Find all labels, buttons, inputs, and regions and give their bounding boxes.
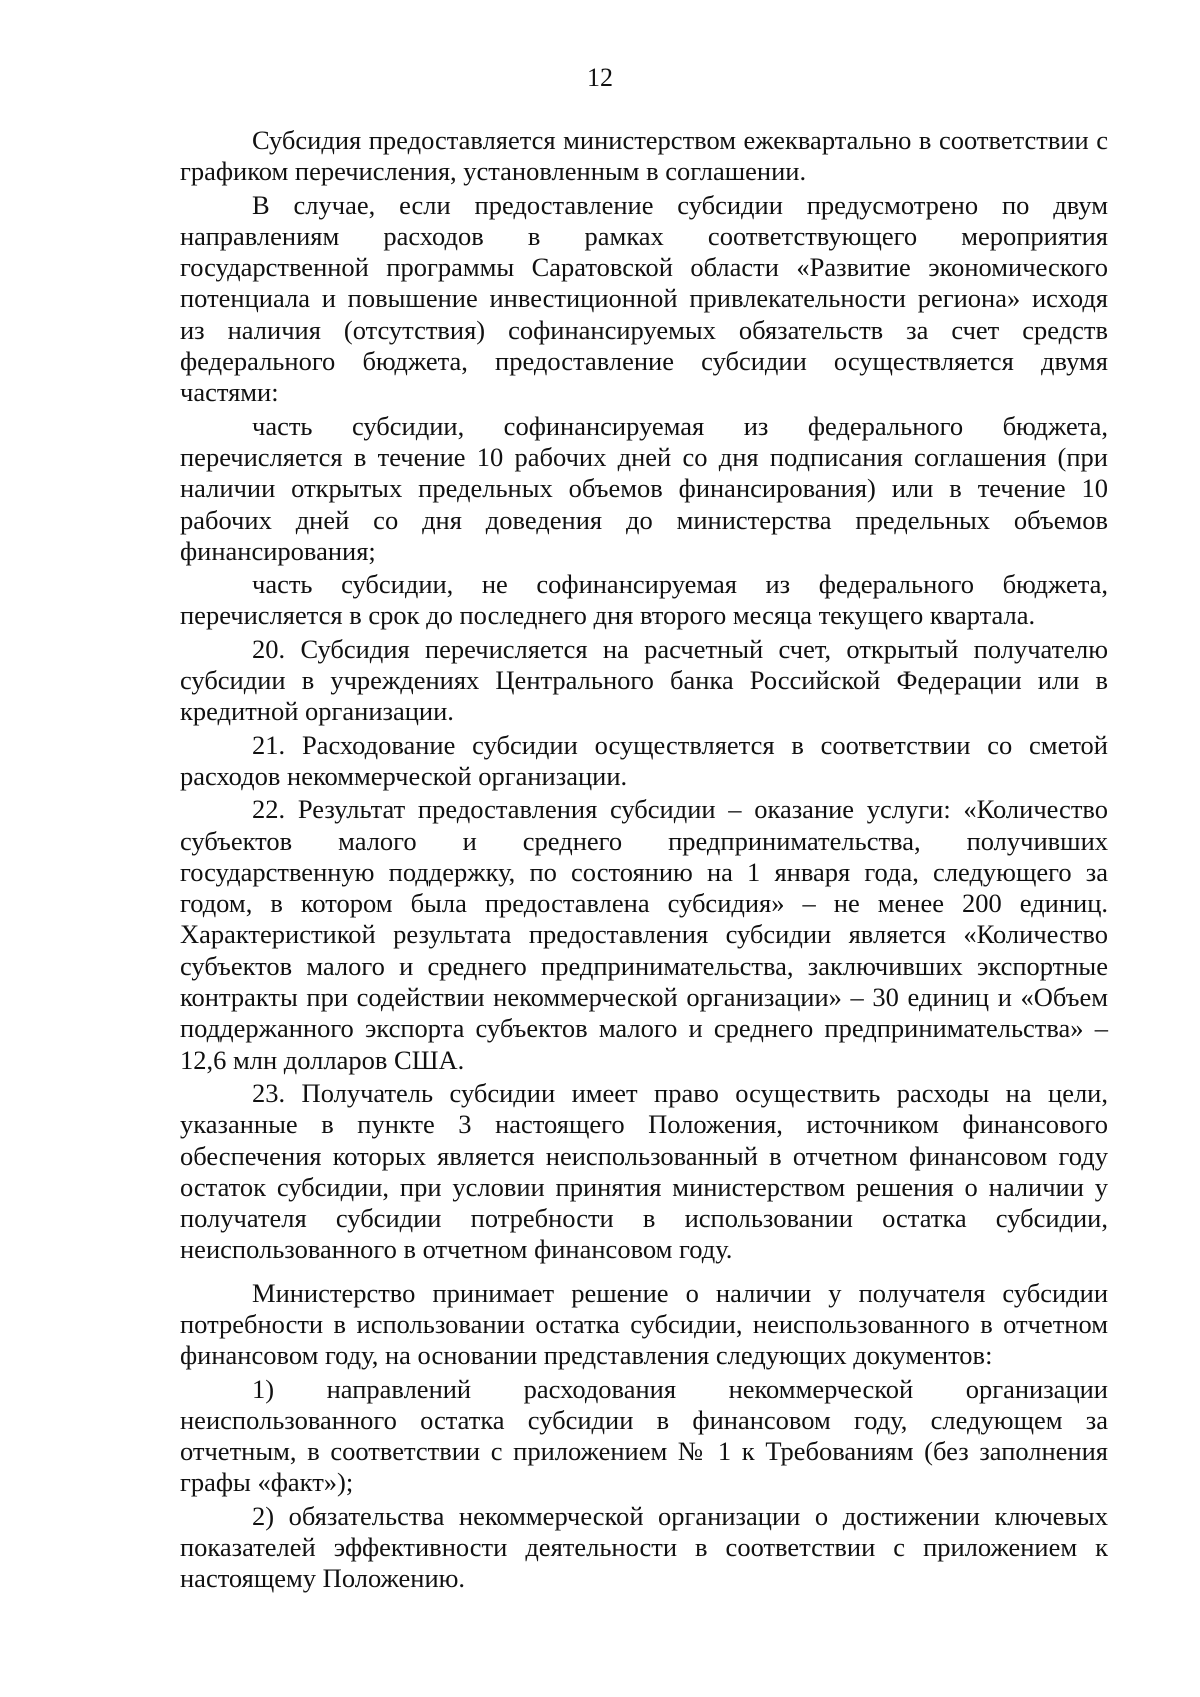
document-body [180, 125, 1108, 1597]
paragraph-two-directions: В случае, если предоставление субсидии предусмотрено по двум направлениям расходов в рамках соответствующего мероприятия государственной программы Саратовской области «Развитие экономического потенциала и повышение инвестиционной привлекательности региона» исходя из наличия (отсутствия) софинансируемых обязательств за счет средств федерального бюджета, предоставление субсидии осуществляется двумя частями: [180, 189, 1108, 408]
paragraph-item-20: 20. Субсидия перечисляется на расчетный счет, открытый получателю субсидии в учреждениях Центрального банка Российской Федерации или в кредитной организации. [180, 633, 1108, 727]
paragraph-ministry-decision: Министерство принимает решение о наличии у получателя субсидии потребности в использовании остатка субсидии, неиспользованного в отчетном финансовом году, на основании представления следующих документов: [180, 1277, 1108, 1371]
paragraph-non-cofinanced-part: часть субсидии, не софинансируемая из федерального бюджета, перечисляется в срок до последнего дня второго месяца текущего квартала. [180, 569, 1108, 631]
paragraph-cofinanced-part: часть субсидии, софинансируемая из федерального бюджета, перечисляется в течение 10 рабочих дней со дня подписания соглашения (при наличии открытых предельных объемов финансирования) или в течение 10 рабочих дней со дня доведения до министерства предельных объемов финансирования; [180, 410, 1108, 566]
paragraph-item-21: 21. Расходование субсидии осуществляется в соответствии со сметой расходов некоммерческой организации. [180, 729, 1108, 791]
page-number: 12 [587, 63, 613, 92]
paragraph-document-2: 2) обязательства некоммерческой организации о достижении ключевых показателей эффективности деятельности в соответствии с приложением к настоящему Положению. [180, 1500, 1108, 1594]
paragraph-subsidy-quarterly: Субсидия предоставляется министерством ежеквартально в соответствии с графиком перечисления, установленным в соглашении. [180, 125, 1108, 187]
paragraph-document-1: 1) направлений расходования некоммерческой организации неиспользованного остатка субсидии в финансовом году, следующем за отчетным, в соответствии с приложением № 1 к Требованиям (без заполнения графы «факт»); [180, 1373, 1108, 1498]
paragraph-item-23: 23. Получатель субсидии имеет право осуществить расходы на цели, указанные в пункте 3 настоящего Положения, источником финансового обеспечения которых является неиспользованный в отчетном финансовом году остаток субсидии, при условии принятия министерством решения о наличии у получателя субсидии потребности в использовании остатка субсидии, неиспользованного в отчетном финансовом году. [180, 1077, 1108, 1265]
paragraph-item-22: 22. Результат предоставления субсидии – оказание услуги: «Количество субъектов малого и среднего предпринимательства, получивших государственную поддержку, по состоянию на 1 января года, следующего за годом, в котором была предоставлена субсидия» – не менее 200 единиц. Характеристикой результата предоставления субсидии является «Количество субъектов малого и среднего предпринимательства, заключивших экспортные контракты при содействии некоммерческой организации» – 30 единиц и «Объем поддержанного экспорта субъектов малого и среднего предпринимательства» – 12,6 млн долларов США. [180, 794, 1108, 1075]
